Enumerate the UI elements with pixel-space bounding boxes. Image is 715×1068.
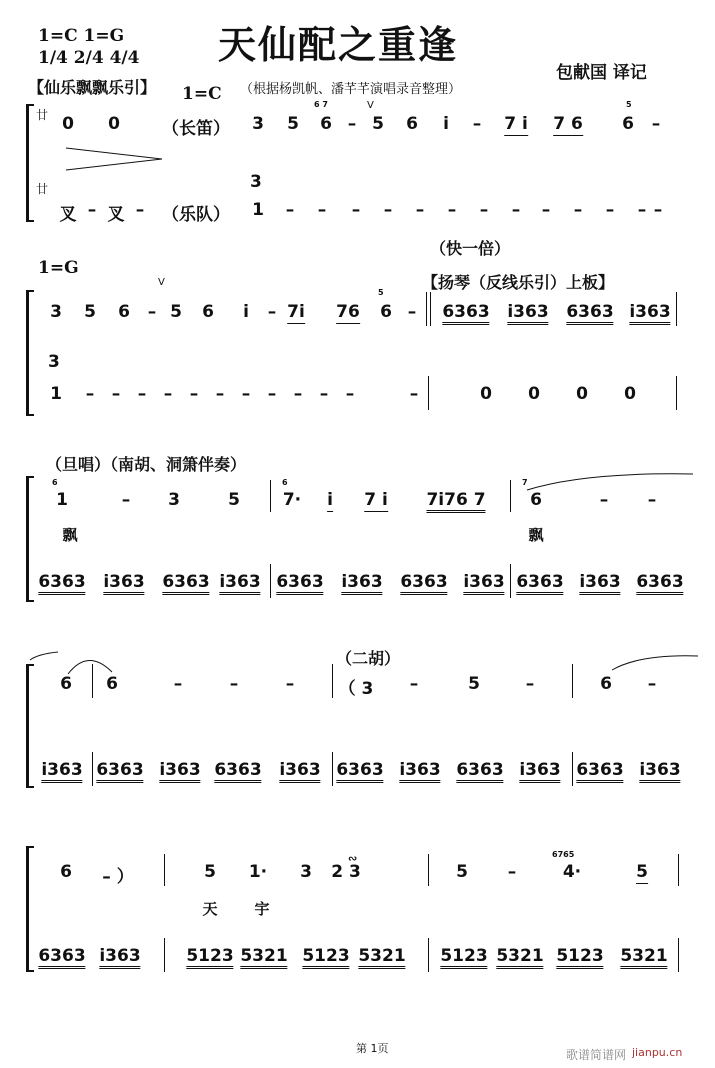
s2-note-10: 6: [380, 302, 392, 322]
s2-pattern-0: 6363: [442, 302, 489, 325]
s1-band-5: 1: [252, 200, 264, 220]
s5-pattern-7: 5321: [496, 946, 543, 969]
barline: [572, 752, 573, 786]
upper-note-3b: 3: [48, 352, 60, 372]
barline: [428, 376, 429, 410]
s3-pattern-5: i363: [341, 572, 382, 595]
s4-note-1: 6: [106, 674, 118, 694]
s5-pattern-5: 5321: [358, 946, 405, 969]
s2-note-3: –: [147, 302, 157, 322]
s4-note-6: –: [409, 674, 419, 694]
s5-note-7: –: [507, 862, 517, 882]
s3-pattern-10: 6363: [636, 572, 683, 595]
s4-pattern-4: i363: [279, 760, 320, 783]
system-bracket-2: [26, 290, 34, 416]
s1-note-5: 6: [320, 114, 332, 134]
s3-note-6: 7 i: [364, 490, 388, 510]
lyric-piao-1: 飘: [62, 526, 78, 544]
s1-note-6: –: [347, 114, 357, 134]
lyric-tian: 天: [202, 900, 218, 918]
system-bracket-3: [26, 476, 34, 602]
s1-band-13: –: [511, 200, 521, 220]
s3-note-3: 5: [228, 490, 240, 510]
s1-note-13: 6: [622, 114, 634, 134]
s3-pattern-9: i363: [579, 572, 620, 595]
s5-note-2: 5: [204, 862, 216, 882]
s3-pattern-3: i363: [219, 572, 260, 595]
s1-note-4: 5: [287, 114, 299, 134]
s4-pattern-6: i363: [399, 760, 440, 783]
watermark-url: jianpu.cn: [632, 1046, 683, 1059]
s2-rest-1: 0: [528, 384, 540, 404]
s5-note-4: 3: [300, 862, 312, 882]
barline: [426, 292, 431, 326]
s1-band-12: –: [479, 200, 489, 220]
s3-pattern-6: 6363: [400, 572, 447, 595]
s4-pattern-2: i363: [159, 760, 200, 783]
s1-note-9: i: [443, 114, 449, 134]
s4-pattern-8: i363: [519, 760, 560, 783]
grace-note-7: 7: [522, 478, 528, 487]
section-label-1: 【仙乐飘飘乐引】: [28, 78, 157, 97]
tempo-note: （快一倍）: [430, 239, 511, 258]
s5-pattern-1: i363: [99, 946, 140, 969]
barline: [332, 664, 333, 698]
s4-note-7: 5: [468, 674, 480, 694]
s2-band-9: –: [293, 384, 303, 404]
s2-band-3: –: [137, 384, 147, 404]
barline: [510, 480, 511, 512]
s1-band-1: –: [87, 200, 97, 220]
s1-band-14: –: [541, 200, 551, 220]
system-bracket-5: [26, 846, 34, 972]
s3-pattern-2: 6363: [162, 572, 209, 595]
barline: [678, 854, 679, 886]
system-bracket-1: [26, 104, 34, 222]
s4-pattern-3: 6363: [214, 760, 261, 783]
s2-note-8: 7i: [287, 302, 305, 322]
s5-pattern-6: 5123: [440, 946, 487, 969]
section-key-2: 1=G: [38, 258, 79, 278]
section-key-1: 1=C: [182, 84, 222, 104]
s1-note-10: –: [472, 114, 482, 134]
s5-pattern-0: 6363: [38, 946, 85, 969]
s3-pattern-7: i363: [463, 572, 504, 595]
time-signature: 1/4 2/4 4/4: [38, 48, 140, 68]
section-label-4: （二胡）: [336, 649, 401, 668]
s1-note-2: （长笛）: [162, 119, 230, 139]
s1-band-11: –: [447, 200, 457, 220]
s3-pattern-8: 6363: [516, 572, 563, 595]
s2-note-1: 5: [84, 302, 96, 322]
s2-band-10: –: [319, 384, 329, 404]
s2-pattern-2: 6363: [566, 302, 613, 325]
breath-mark-2: V: [158, 277, 165, 288]
s1-note-1: 0: [108, 114, 120, 134]
page-title: 天仙配之重逢: [218, 22, 459, 67]
tie-arc-3: [525, 470, 695, 492]
s1-band-8: –: [351, 200, 361, 220]
s3-note-7: 7i76 7: [426, 490, 485, 513]
tie-arc-4a: [28, 650, 118, 676]
s2-rest-3: 0: [624, 384, 636, 404]
s3-note-1: –: [121, 490, 131, 510]
barline: [164, 938, 165, 972]
lyric-piao-2: 飘: [528, 526, 544, 544]
grace-note-6a: 6: [52, 478, 58, 487]
breath-mark: V: [367, 100, 374, 111]
s2-band-1: –: [85, 384, 95, 404]
s1-band-0: 叉: [59, 205, 77, 225]
section-label-3: （旦唱）（南胡、洞箫伴奏）: [46, 455, 247, 474]
s2-band-7: –: [241, 384, 251, 404]
decrescendo-hairpin: [64, 144, 164, 174]
watermark: 歌谱简谱网: [566, 1048, 627, 1062]
s2-note-7: –: [267, 302, 277, 322]
grace-note-5: 5: [626, 100, 632, 109]
s5-note-0: 6: [60, 862, 72, 882]
s3-note-5: i: [327, 490, 333, 510]
s2-rest-2: 0: [576, 384, 588, 404]
s5-note-1: – ）: [102, 867, 134, 887]
s5-pattern-8: 5123: [556, 946, 603, 969]
s4-pattern-0: i363: [41, 760, 82, 783]
s2-note-6: i: [243, 302, 249, 322]
s4-pattern-1: 6363: [96, 760, 143, 783]
s2-band-11: –: [345, 384, 355, 404]
section-label-2: 【扬琴（反线乐引）上板】: [422, 273, 615, 292]
s2-band-5: –: [189, 384, 199, 404]
s5-pattern-9: 5321: [620, 946, 667, 969]
s4-pattern-5: 6363: [336, 760, 383, 783]
barline: [676, 292, 677, 326]
s1-note-11: 7 i: [504, 114, 528, 134]
key-signature: 1=C 1=G: [38, 26, 125, 46]
s3-note-9: –: [599, 490, 609, 510]
grace-note-6765: 6765: [552, 850, 575, 859]
s1-band-10: –: [415, 200, 425, 220]
s4-note-5: （ 3: [338, 679, 374, 699]
s3-note-10: –: [647, 490, 657, 510]
s1-note-8: 6: [406, 114, 418, 134]
s4-note-2: –: [173, 674, 183, 694]
s5-note-9: 5: [636, 862, 648, 882]
s4-note-0: 6: [60, 674, 72, 694]
s1-band-18: –: [653, 200, 663, 220]
s3-note-0: 1: [56, 490, 68, 510]
s2-pattern-1: i363: [507, 302, 548, 325]
s1-band-3: –: [135, 200, 145, 220]
grace-note-6b: 6: [282, 478, 288, 487]
s1-band-17: –: [637, 200, 647, 220]
grace-note-67: 6 7: [314, 100, 328, 109]
tie-arc-4b: [610, 652, 700, 672]
turn-ornament: ∾: [348, 852, 358, 865]
s3-pattern-4: 6363: [276, 572, 323, 595]
barline: [270, 480, 271, 512]
s2-band-6: –: [215, 384, 225, 404]
s4-note-8: –: [525, 674, 535, 694]
s5-note-6: 5: [456, 862, 468, 882]
page-number: 第 1页: [356, 1042, 389, 1055]
s1-note-14: –: [651, 114, 661, 134]
s1-band-2: 叉: [107, 205, 125, 225]
s2-band-8: –: [267, 384, 277, 404]
s5-pattern-4: 5123: [302, 946, 349, 969]
barline: [572, 664, 573, 698]
s2-band-2: –: [111, 384, 121, 404]
s5-pattern-3: 5321: [240, 946, 287, 969]
s2-note-0: 3: [50, 302, 62, 322]
s1-band-4: （乐队）: [162, 205, 230, 225]
s4-note-10: –: [647, 674, 657, 694]
s3-note-2: 3: [168, 490, 180, 510]
s5-pattern-2: 5123: [186, 946, 233, 969]
row-prefix-1: 廿: [36, 108, 49, 122]
s1-note-7: 5: [372, 114, 384, 134]
s2-note-4: 5: [170, 302, 182, 322]
s5-note-8: 4·: [562, 862, 582, 882]
s1-band-16: –: [605, 200, 615, 220]
s3-pattern-1: i363: [103, 572, 144, 595]
s2-pattern-3: i363: [629, 302, 670, 325]
barline: [332, 752, 333, 786]
author: 包献国 译记: [556, 63, 647, 83]
s1-band-9: –: [383, 200, 393, 220]
barline: [164, 854, 165, 886]
lyric-yu: 宇: [254, 900, 270, 918]
s2-note-5: 6: [202, 302, 214, 322]
s2-band-12: –: [409, 384, 419, 404]
s2-band-0: 1: [50, 384, 62, 404]
s1-note-3: 3: [252, 114, 264, 134]
s2-rest-0: 0: [480, 384, 492, 404]
s2-note-2: 6: [118, 302, 130, 322]
barline: [428, 854, 429, 886]
grace-note-5b: 5: [378, 288, 384, 297]
s1-band-7: –: [317, 200, 327, 220]
s2-note-11: –: [407, 302, 417, 322]
s4-note-9: 6: [600, 674, 612, 694]
barline: [428, 938, 429, 972]
s2-note-9: 76: [336, 302, 360, 322]
s4-note-3: –: [229, 674, 239, 694]
s3-note-8: 6: [530, 490, 542, 510]
s5-note-3: 1·: [248, 862, 268, 882]
s3-note-4: 7·: [282, 490, 302, 510]
row-prefix-2: 廿: [36, 182, 49, 196]
s3-pattern-0: 6363: [38, 572, 85, 595]
barline: [510, 564, 511, 598]
barline: [676, 376, 677, 410]
s4-pattern-10: i363: [639, 760, 680, 783]
source-note: （根据杨凯帆、潘芊芊演唱录音整理）: [240, 82, 462, 97]
s4-note-4: –: [285, 674, 295, 694]
s1-note-0: 0: [62, 114, 74, 134]
barline: [678, 938, 679, 972]
system-bracket-4: [26, 664, 34, 788]
s1-band-6: –: [285, 200, 295, 220]
barline: [270, 564, 271, 598]
s2-band-4: –: [163, 384, 173, 404]
s1-band-15: –: [573, 200, 583, 220]
s4-pattern-7: 6363: [456, 760, 503, 783]
s5-note-5: 2 3: [331, 862, 361, 882]
s1-note-12: 7 6: [553, 114, 583, 134]
upper-note-3: 3: [250, 172, 262, 192]
barline: [92, 752, 93, 786]
s4-pattern-9: 6363: [576, 760, 623, 783]
